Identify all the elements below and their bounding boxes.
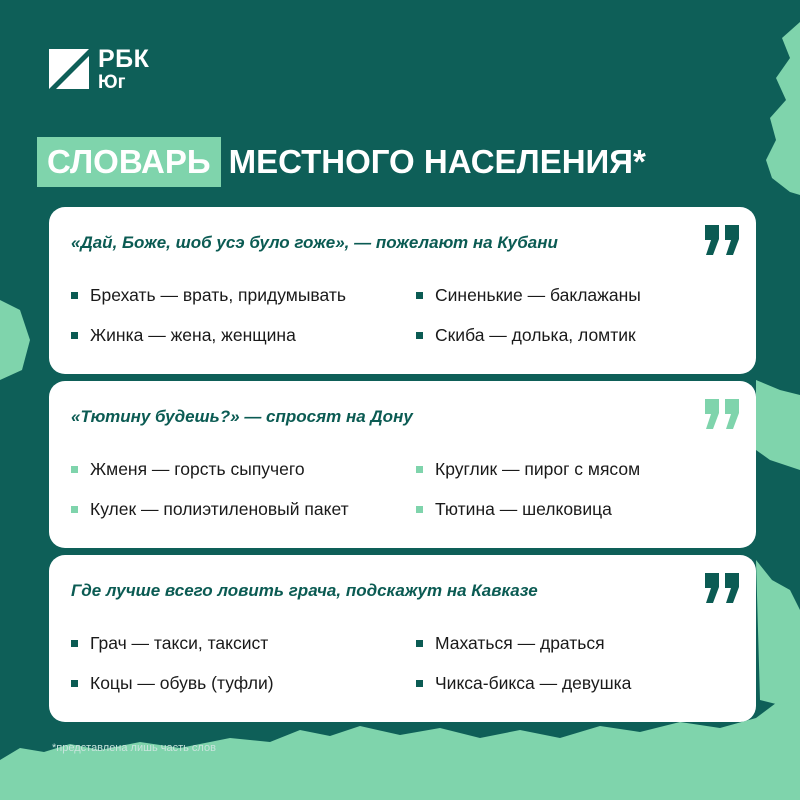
square-bullet-icon [71,680,78,687]
square-bullet-icon [416,680,423,687]
term-item [71,499,349,520]
card-heading: Где лучше всего ловить грача, подскажут на Кавказе [71,581,538,600]
term-text: Коцы — обувь (туфли) [90,673,274,693]
logo-mark-icon [49,49,89,89]
term-item [416,459,640,480]
term-item [416,499,612,520]
term-text: Брехать — врать, придумывать [90,285,346,305]
quote-icon [703,399,741,429]
brand-name: РБК [98,44,150,73]
title-highlight: СЛОВАРЬ [37,137,221,187]
term-item [71,673,274,694]
square-bullet-icon [71,640,78,647]
term-text: Чикса-бикса — девушка [435,673,632,693]
term-text: Грач — такси, таксист [90,633,269,653]
square-bullet-icon [71,292,78,299]
page-title [37,137,646,187]
term-item [416,325,636,346]
term-item [416,285,641,306]
square-bullet-icon [416,506,423,513]
term-text: Круглик — пирог с мясом [435,459,641,479]
term-item [416,673,631,694]
term-item [71,325,296,346]
term-text: Жменя — горсть сыпучего [90,459,305,479]
term-text: Махаться — драться [435,633,605,653]
term-text: Тютина — шелковица [435,499,612,519]
term-item [416,633,605,654]
square-bullet-icon [416,332,423,339]
footnote: *представлена лишь часть слов [52,742,216,754]
term-text: Синенькие — баклажаны [435,285,641,305]
square-bullet-icon [71,506,78,513]
term-item [71,285,346,306]
term-text: Скиба — долька, ломтик [435,325,636,345]
square-bullet-icon [416,292,423,299]
term-item [71,459,305,480]
card-heading: «Тютину будешь?» — спросят на Дону [71,407,413,426]
term-item [71,633,268,654]
quote-icon [703,225,741,255]
card-don [49,381,756,548]
card-caucasus [49,555,756,722]
square-bullet-icon [416,640,423,647]
square-bullet-icon [71,466,78,473]
quote-icon [703,573,741,603]
brand-logo [49,44,150,93]
square-bullet-icon [416,466,423,473]
term-text: Кулек — полиэтиленовый пакет [90,499,349,519]
square-bullet-icon [71,332,78,339]
term-text: Жинка — жена, женщина [90,325,296,345]
card-kuban [49,207,756,374]
card-heading: «Дай, Боже, шоб усэ було гоже», — пожелают на Кубани [71,233,558,252]
title-rest: МЕСТНОГО НАСЕЛЕНИЯ* [228,143,646,180]
brand-sub: Юг [98,71,126,93]
